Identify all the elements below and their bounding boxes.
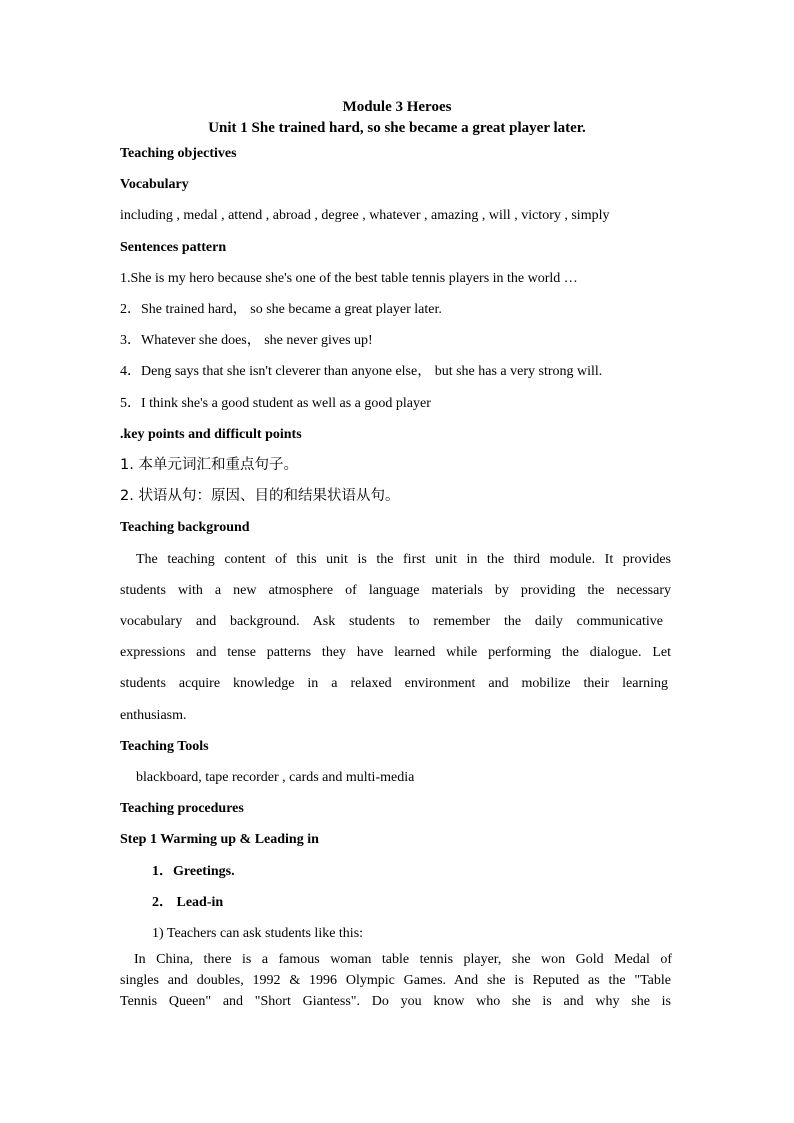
- background-line: expressions and tense patterns they have learned while performing the dialogue. Let: [120, 645, 671, 660]
- sentence-item: 2．She trained hard， so she became a great player later.: [120, 302, 442, 317]
- sentence-item: 3．Whatever she does， she never gives up!: [120, 333, 373, 348]
- key-point-item: 1. 本单元词汇和重点句子。: [120, 457, 298, 473]
- sentence-item: 5．I think she's a good student as well as a good player: [120, 396, 431, 411]
- background-line: vocabulary and background. Ask students to remember the daily communicative: [120, 614, 663, 629]
- step1-sub: 1) Teachers can ask students like this:: [152, 926, 364, 941]
- key-point-item: 2. 状语从句：原因、目的和结果状语从句。: [120, 488, 400, 504]
- sentence-item: 4．Deng says that she isn't cleverer than anyone else， but she has a very strong will.: [120, 364, 603, 379]
- step1-heading: Step 1 Warming up & Leading in: [120, 832, 319, 847]
- objectives-heading: Teaching objectives: [120, 146, 237, 161]
- step1-item-greetings: 1．Greetings.: [152, 864, 235, 879]
- background-line: students with a new atmosphere of language materials by providing the necessary: [120, 583, 671, 598]
- background-line: enthusiasm.: [120, 708, 187, 723]
- unit-title: Unit 1 She trained hard, so she became a great player later.: [208, 120, 586, 136]
- step1-item-lead-in: 2． Lead-in: [152, 895, 224, 910]
- vocabulary-words: including , medal , attend , abroad , degree , whatever , amazing , will , victory , simply: [120, 208, 610, 223]
- background-heading: Teaching background: [120, 520, 250, 535]
- vocabulary-heading: Vocabulary: [120, 177, 189, 192]
- background-line: students acquire knowledge in a relaxed environment and mobilize their learning: [120, 676, 668, 691]
- tools-heading: Teaching Tools: [120, 739, 209, 754]
- procedures-heading: Teaching procedures: [120, 801, 244, 816]
- step1-paragraph-line: singles and doubles, 1992 & 1996 Olympic Games. And she is Reputed as the "Table: [120, 973, 671, 988]
- sentences-heading: Sentences pattern: [120, 240, 227, 255]
- step1-paragraph-line: In China, there is a famous woman table tennis player, she won Gold Medal of: [134, 952, 672, 967]
- sentence-item: 1.She is my hero because she's one of the best table tennis players in the world …: [120, 271, 578, 286]
- step1-paragraph-line: Tennis Queen" and "Short Giantess". Do you know who she is and why she is: [120, 994, 671, 1009]
- key-points-heading: .key points and difficult points: [120, 427, 302, 442]
- tools-text: blackboard, tape recorder , cards and multi-media: [136, 770, 415, 785]
- background-line: The teaching content of this unit is the first unit in the third module. It provides: [136, 552, 671, 567]
- module-title: Module 3 Heroes: [342, 99, 452, 115]
